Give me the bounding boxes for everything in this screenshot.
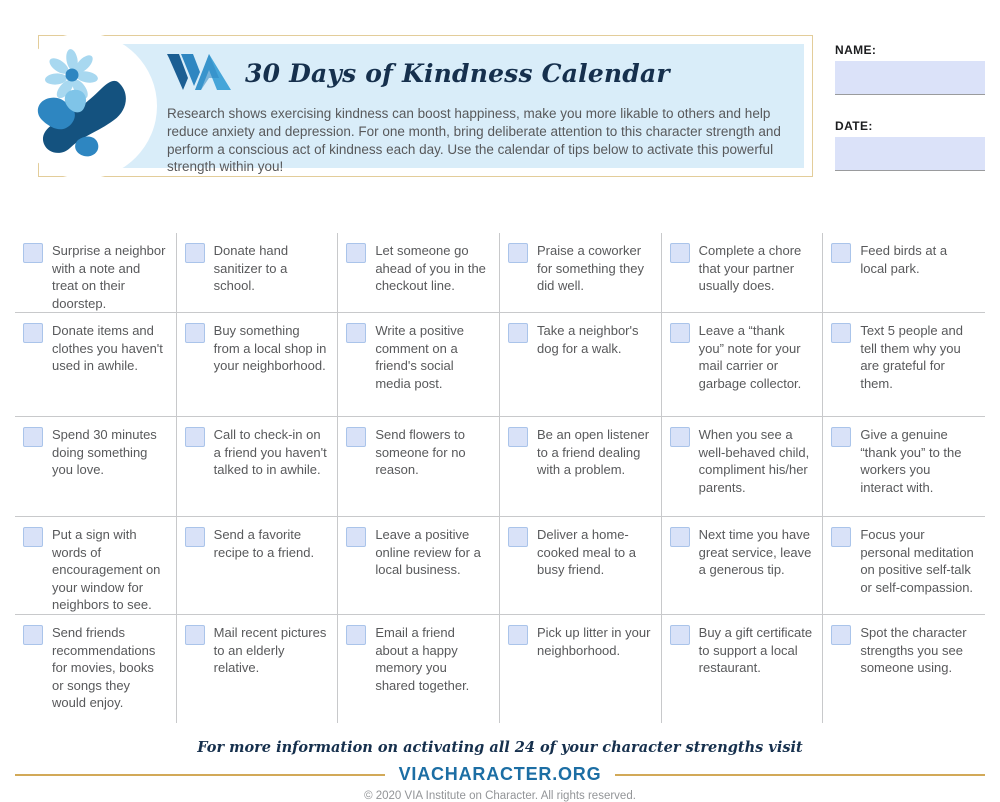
- page-title: 30 Days of Kindness Calendar: [245, 59, 670, 88]
- kindness-tip-text: Give a genuine “thank you” to the workers you interact with.: [860, 427, 962, 495]
- kindness-tip-text: Complete a chore that your partner usually does.: [698, 243, 802, 293]
- kindness-tip-text: Email a friend about a happy memory you shared together.: [375, 625, 470, 693]
- kindness-tip-text: Surprise a neighbor with a note and treat on their doorstep.: [52, 243, 166, 311]
- calendar-cell: [338, 517, 500, 615]
- kindness-tip-text: Donate items and clothes you haven't used in awhile.: [52, 323, 163, 373]
- hands-holding-flower-icon: [32, 48, 136, 164]
- kindness-checkbox[interactable]: [185, 427, 205, 447]
- calendar-cell: [15, 313, 177, 417]
- calendar-cell: [177, 517, 339, 615]
- kindness-tip-text: Feed birds at a local park.: [860, 243, 948, 276]
- kindness-tip-text: Send friends recommendations for movies, books or songs they would enjoy.: [52, 625, 156, 710]
- name-label: NAME:: [835, 43, 877, 57]
- kindness-checkbox[interactable]: [23, 427, 43, 447]
- calendar-cell: [15, 417, 177, 517]
- header-banner: [38, 35, 813, 177]
- date-label: DATE:: [835, 119, 873, 133]
- kindness-tip-text: Write a positive comment on a friend's social media post.: [375, 323, 464, 391]
- calendar-cell: [662, 233, 824, 313]
- kindness-checkbox[interactable]: [508, 243, 528, 263]
- kindness-tip-text: Text 5 people and tell them why you are grateful for them.: [860, 323, 963, 391]
- calendar-cell: [823, 313, 985, 417]
- kindness-tip-text: Pick up litter in your neighborhood.: [537, 625, 651, 658]
- calendar-cell: [662, 313, 824, 417]
- footer: [0, 739, 1000, 802]
- kindness-checkbox[interactable]: [23, 323, 43, 343]
- kindness-checkbox[interactable]: [508, 323, 528, 343]
- kindness-tip-text: Donate hand sanitizer to a school.: [213, 243, 289, 293]
- kindness-tip-text: Leave a positive online review for a local business.: [375, 527, 481, 577]
- kindness-tip-text: Be an open listener to a friend dealing with a problem.: [537, 427, 650, 477]
- kindness-checkbox[interactable]: [831, 323, 851, 343]
- calendar-cell: [338, 233, 500, 313]
- kindness-checkbox[interactable]: [346, 323, 366, 343]
- calendar-cell: [823, 233, 985, 313]
- header-description: Research shows exercising kindness can boost happiness, make you more likable to others and help reduce anxiety and depression. For one month, bring deliberate attention to this character strength and perform a conscious act of kindness each day. Use the calendar of tips below to activate this powerful strength within you!: [167, 106, 781, 175]
- kindness-tip-text: Next time you have great service, leave a generous tip.: [698, 527, 812, 577]
- date-input[interactable]: [835, 137, 985, 171]
- kindness-tip-text: Buy a gift certificate to support a local restaurant.: [698, 625, 813, 675]
- calendar-cell: [15, 517, 177, 615]
- kindness-checkbox[interactable]: [346, 527, 366, 547]
- kindness-tip-text: Send flowers to someone for no reason.: [375, 427, 466, 477]
- calendar-cell: [177, 313, 339, 417]
- kindness-checkbox[interactable]: [670, 323, 690, 343]
- gold-divider-left: [15, 774, 385, 776]
- calendar-cell: [823, 417, 985, 517]
- calendar-cell: [15, 233, 177, 313]
- kindness-tip-text: Praise a coworker for something they did well.: [537, 243, 644, 293]
- name-input[interactable]: [835, 61, 985, 95]
- kindness-checkbox[interactable]: [831, 527, 851, 547]
- calendar-cell: [177, 233, 339, 313]
- gold-divider-right: [615, 774, 985, 776]
- kindness-checkbox[interactable]: [670, 427, 690, 447]
- calendar-cell: [500, 517, 662, 615]
- kindness-checkbox[interactable]: [23, 625, 43, 645]
- kindness-checkbox[interactable]: [346, 625, 366, 645]
- kindness-tip-text: When you see a well-behaved child, compliment his/her parents.: [698, 427, 810, 495]
- kindness-checkbox[interactable]: [670, 243, 690, 263]
- kindness-checkbox[interactable]: [508, 427, 528, 447]
- kindness-tip-text: Buy something from a local shop in your neighborhood.: [213, 323, 327, 373]
- footer-info-text: For more information on activating all 24 of your character strengths visit: [197, 739, 803, 756]
- calendar-cell: [500, 233, 662, 313]
- kindness-tip-text: Deliver a home-cooked meal to a busy friend.: [537, 527, 637, 577]
- kindness-checkbox[interactable]: [670, 527, 690, 547]
- calendar-cell: [338, 313, 500, 417]
- calendar-cell: [15, 615, 177, 723]
- kindness-checkbox[interactable]: [23, 243, 43, 263]
- calendar-cell: [500, 313, 662, 417]
- kindness-checkbox[interactable]: [831, 625, 851, 645]
- kindness-checkbox[interactable]: [346, 427, 366, 447]
- kindness-tip-text: Put a sign with words of encouragement on your window for neighbors to see.: [52, 527, 161, 612]
- kindness-tip-text: Mail recent pictures to an elderly relative.: [213, 625, 327, 675]
- kindness-checkbox[interactable]: [185, 243, 205, 263]
- calendar-cell: [662, 517, 824, 615]
- kindness-checkbox[interactable]: [831, 427, 851, 447]
- copyright-text: © 2020 VIA Institute on Character. All rights reserved.: [364, 790, 636, 802]
- kindness-illustration: [11, 33, 157, 179]
- kindness-tip-text: Spend 30 minutes doing something you love.: [52, 427, 157, 477]
- calendar-cell: [338, 615, 500, 723]
- kindness-checkbox[interactable]: [185, 323, 205, 343]
- calendar-cell: [500, 615, 662, 723]
- calendar-grid: [15, 233, 985, 723]
- kindness-tip-text: Take a neighbor's dog for a walk.: [537, 323, 639, 356]
- kindness-checkbox[interactable]: [346, 243, 366, 263]
- calendar-cell: [500, 417, 662, 517]
- calendar-cell: [662, 615, 824, 723]
- kindness-checkbox[interactable]: [831, 243, 851, 263]
- calendar-cell: [177, 615, 339, 723]
- kindness-checkbox[interactable]: [670, 625, 690, 645]
- kindness-checkbox[interactable]: [185, 527, 205, 547]
- viacharacter-link[interactable]: VIACHARACTER.ORG: [398, 764, 602, 784]
- header: [0, 0, 1000, 195]
- kindness-checkbox[interactable]: [23, 527, 43, 547]
- kindness-tip-text: Call to check-in on a friend you haven't talked to in awhile.: [213, 427, 327, 477]
- kindness-checkbox[interactable]: [508, 527, 528, 547]
- kindness-tip-text: Spot the character strengths you see someone using.: [860, 625, 967, 675]
- kindness-checkbox[interactable]: [508, 625, 528, 645]
- calendar-cell: [338, 417, 500, 517]
- kindness-tip-text: Let someone go ahead of you in the checkout line.: [375, 243, 486, 293]
- calendar-cell: [177, 417, 339, 517]
- calendar-cell: [823, 517, 985, 615]
- kindness-checkbox[interactable]: [185, 625, 205, 645]
- kindness-tip-text: Focus your personal meditation on positive self-talk or self-compassion.: [860, 527, 974, 595]
- name-date-panel: [835, 35, 985, 195]
- calendar-cell: [662, 417, 824, 517]
- calendar-cell: [823, 615, 985, 723]
- via-logo-icon: [167, 52, 231, 95]
- kindness-tip-text: Send a favorite recipe to a friend.: [213, 527, 315, 560]
- kindness-tip-text: Leave a “thank you” note for your mail carrier or garbage collector.: [698, 323, 802, 391]
